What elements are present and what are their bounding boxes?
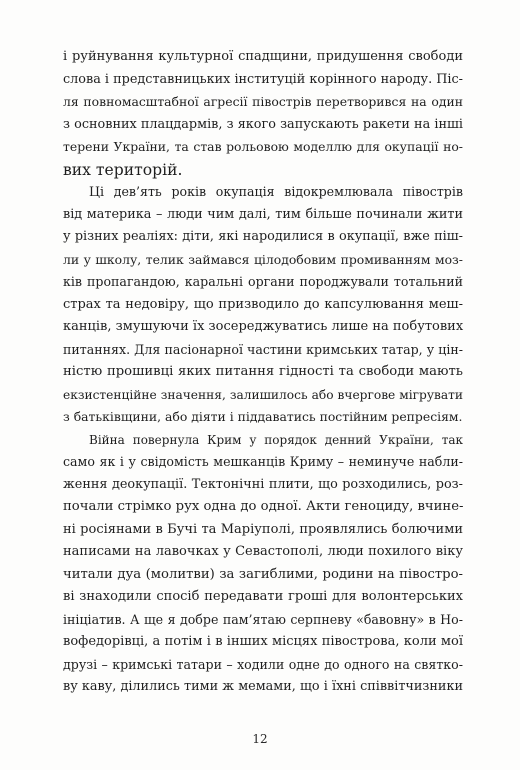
text-line: ля повномасштабної агресії півострів перетворився на один [63, 94, 463, 109]
text-line: вих територій. [63, 160, 183, 179]
text-line: Ці дев’ять років окупація відокремлювала півострів [89, 184, 463, 199]
text-line: екзистенційне значення, залишилось або вчергове мігрувати [63, 387, 463, 402]
text-line: ли у школу, телик займався цілодобовим промиванням моз- [63, 251, 463, 267]
text-line: почали стрімко рух одна до одної. Акти геноциду, вчине- [63, 499, 464, 514]
paragraph-1 [63, 46, 463, 181]
text-line: друзі – кримські татари – ходили одне до одного на святко- [63, 656, 463, 672]
text-line: страх та недовіру, що призводило до капсулювання меш- [63, 296, 463, 312]
paragraph-2 [63, 181, 463, 429]
text-line: від материка – люди чим далі, тим більше починали жити [63, 206, 463, 222]
text-line: з батьківщини, або діяти і піддаватись постійним репресіям. [63, 409, 463, 424]
text-line: і руйнування культурної спадщини, придушення свободи [63, 49, 463, 64]
text-line: написами на лавочках у Севастополі, люди похилого віку [63, 544, 463, 559]
text-line: слова і представницьких інституцій корінного народу. Піс- [63, 71, 463, 87]
text-line: ження деокупації. Тектонічні плити, що розходились, роз- [63, 476, 463, 492]
text-line: Війна повернула Крим у порядок денний України, так [89, 432, 463, 447]
text-line: вофедорівці, а потім і в інших місцях півострова, коли мої [63, 634, 463, 649]
body-text [63, 46, 463, 699]
text-line: у різних реаліях: діти, які народилися в окупації, вже піш- [63, 229, 463, 244]
paragraph-3 [63, 429, 463, 699]
text-line: ністю прошивці яких питання гідності та свободи мають [63, 364, 463, 379]
text-line: ініціатив. А ще я добре пам’ятаю серпневу «бавовну» в Но- [63, 611, 463, 627]
text-line: канців, змушуючи їх зосереджуватись лише на побутових [63, 319, 464, 334]
text-line: само як і у свідомість мешканців Криму – неминуче набли- [63, 454, 463, 469]
text-line: ні росіянами в Бучі та Маріуполі, проявлялись болючими [63, 521, 463, 537]
text-line: терени України, та став рольовою моделлю для окупації но- [63, 139, 463, 154]
text-line: ву каву, ділились тими ж мемами, що і їхні співвітчизники [63, 679, 463, 694]
text-line: читали дуа (молитви) за загиблими, родини на півостро- [63, 566, 463, 582]
text-line: ві знаходили спосіб передавати гроші для волонтерських [63, 589, 463, 604]
text-line: питаннях. Для пасіонарної частини кримських татар, у цін- [63, 341, 463, 357]
page-number: 12 [252, 732, 268, 746]
text-line: з основних плацдармів, з якого запускають ракети на інші [63, 116, 463, 132]
text-line: ків пропагандою, каральні органи породжували тотальний [63, 274, 463, 289]
